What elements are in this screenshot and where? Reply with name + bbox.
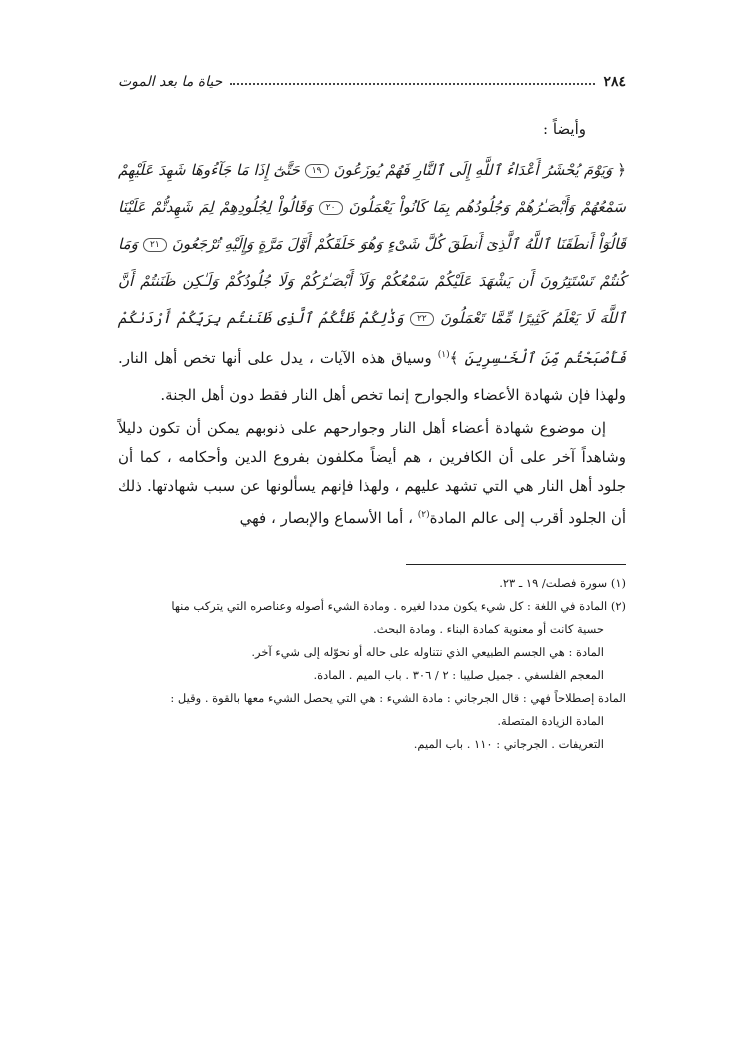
header-dot-leader bbox=[230, 83, 595, 85]
page-number: ٢٨٤ bbox=[603, 74, 626, 90]
page-header bbox=[118, 72, 626, 92]
verse-text: وَيَوْمَ يُحْشَرُ أَعْدَاءُ ٱللَّهِ إِلَى ٱلنَّارِ فَهُمْ يُوزَعُونَ bbox=[333, 161, 613, 179]
ayah-number: ٢٢ bbox=[410, 312, 434, 326]
ayah-number: ٢٠ bbox=[319, 201, 343, 215]
verse-text: وَذَٰلِكُمْ ظَنُّكُمُ ٱلَّذِى ظَنَنتُم بِرَبِّكُمْ أَرْدَىٰكُمْ فَأَصْبَحْتُم مِّنَ ٱلْخَـٰسِرِينَ bbox=[118, 309, 626, 367]
footnote-ref-2: (٢) bbox=[417, 510, 430, 520]
ayah-number: ٢١ bbox=[143, 238, 167, 252]
verse-open-bracket: ﴿ bbox=[617, 161, 626, 179]
verse-text: وَمَا كُنتُمْ تَسْتَتِرُونَ أَن يَشْهَدَ عَلَيْكُمْ سَمْعُكُمْ وَلَآ أَبْصَـٰرُكُمْ وَلَا جُلُودُكُمْ وَلَـٰكِن ظَنَنتُمْ أَنَّ ٱللَّهَ لَا يَعْلَمُ كَثِيرًا مِّمَّا تَعْمَلُونَ bbox=[118, 235, 626, 327]
footnote-2-line: المادة إصطلاحاً فهي : قال الجرجاني : مادة الشيء : هي التي يحصل الشيء معها بالقوة . وقيل : bbox=[170, 691, 626, 705]
ayah-number: ١٩ bbox=[305, 164, 329, 178]
footnote-2-line: المادة : هي الجسم الطبيعي الذي نتناوله على حاله أو نحوّله إلى شيء آخر. bbox=[251, 645, 604, 659]
quran-verse bbox=[118, 152, 626, 414]
verse-text: وَقَالُواْ لِجُلُودِهِمْ لِمَ شَهِدتُّمْ عَلَيْنَا قَالُوٓاْ أَنطَقَنَا ٱللَّهُ ٱلَّذِىٓ أَنطَقَ كُلَّ شَىْءٍ وَهُوَ خَلَقَكُمْ أَوَّلَ مَرَّةٍ وَإِلَيْهِ تُرْجَعُونَ bbox=[118, 198, 626, 253]
footnote-2-line: التعريفات . الجرجاني : ١١٠ . باب الميم. bbox=[413, 737, 604, 751]
footnote-2-line: حسية كانت أو معنوية كمادة البناء . ومادة البحث. bbox=[373, 622, 604, 636]
running-title: حياة ما بعد الموت bbox=[118, 74, 223, 90]
body-text bbox=[118, 120, 626, 533]
verse-close-bracket: ﴾ bbox=[449, 349, 459, 367]
footnote-2-line: المادة الزيادة المتصلة. bbox=[497, 714, 604, 728]
footnotes bbox=[106, 572, 626, 756]
paragraph-text-end: ، أما الأسماع والإبصار ، فهي bbox=[239, 509, 413, 527]
paragraph-text: إن موضوع شهادة أعضاء أهل النار وجوارحهم على ذنوبهم يمكن أن تكون دليلاً وشاهداً آخر على أن الكافرين ، هم أيضاً مكلفون بفروع الدين وأحكامه ، كما أن جلود أهل النار هي التي تشهد عليهم ، ولهذا فإنهم يسألونها عن سبب شهادتها. ذلك أن الجلود أقرب إلى عالم المادة bbox=[118, 419, 626, 527]
verse-commentary: وسياق هذه الآيات ، يدل على أنها تخص أهل النار. ولهذا فإن شهادة الأعضاء والجوارح إنما تخص أهل النار فقط دون أهل الجنة. bbox=[118, 349, 626, 404]
footnote-ref-1: (١) bbox=[437, 350, 450, 360]
footnote-2-line: المعجم الفلسفي . جميل صليبا : ٢ / ٣٠٦ . باب الميم . المادة. bbox=[313, 668, 604, 682]
footnote-1: (١) سورة فصلت/ ١٩ ـ ٢٣. bbox=[499, 576, 626, 590]
verse-text: حَتَّىٰٓ إِذَا مَا جَآءُوهَا شَهِدَ عَلَيْهِمْ سَمْعُهُمْ وَأَبْصَـٰرُهُمْ وَجُلُودُهُم بِمَا كَانُواْ يَعْمَلُونَ bbox=[118, 161, 626, 216]
intro-line: وأيضاً : bbox=[543, 120, 586, 138]
footnote-2: (٢) المادة في اللغة : كل شيء يكون مددا لغيره . ومادة الشيء أصوله وعناصره التي يتركب منها bbox=[171, 599, 626, 613]
footnote-separator bbox=[406, 564, 626, 565]
main-paragraph bbox=[118, 414, 626, 533]
